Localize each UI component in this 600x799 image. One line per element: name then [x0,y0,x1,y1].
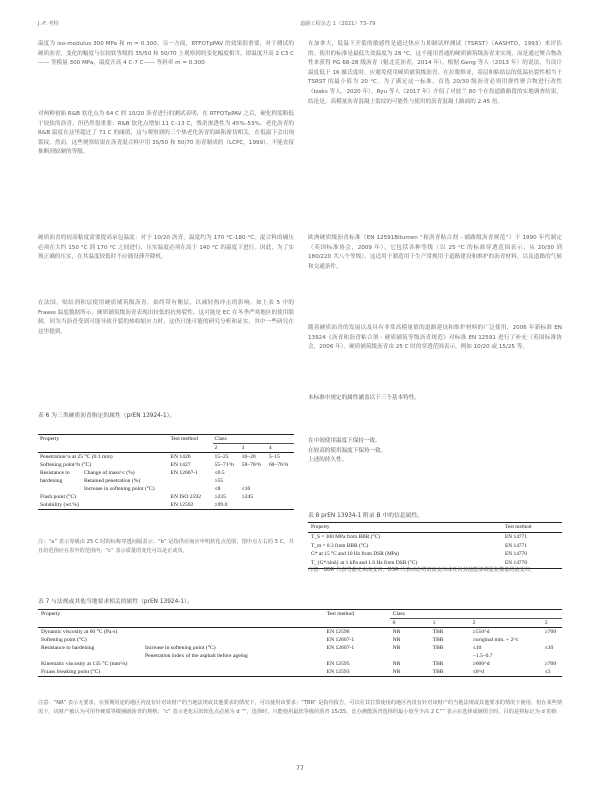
table-row: T_{G*/sinδ} at 1 kPa and 1.6 Hz from DSR (°C) EN 14770 [308,559,562,568]
right-paragraph-4: 本标准中规定的属性涵盖以下三个基本特性。 [308,395,420,401]
table-header: 3 [241,444,245,451]
table-row: Kinematic viscosity at 135 °C (mm²/s) EN 12595 NR TBR ≥600^d ≥700 [41,660,557,667]
table-row: T_S = 300 MPa from BBR (°C) EN 14771 [311,533,528,540]
table-row: Increase in softening point (°C) ≤8 ≤10 [84,485,251,492]
table-row: Softening point (°C) EN 12607-1 NR TBR ≥original min. + 2^c [41,636,519,643]
right-paragraph-1: 在加拿大，低温下开裂的敏感性是通过热应力抑制试样测试（TSRST）（AASHTO，1993）来评估的。使用的标准是最低失效温度为 28 °C。这不能用普通的硬质铺筑级沥青来实现，而是通过聚合物改性来获得 PG 68-28 级沥青（魁北克沥青，2014 年）。根据 Geng 等人（2013 年）的说法，当设计温度低于 16 摄氏度时，应避免使用硬质铺筑级沥青。在拉脱维亚，基层和粘结层的低温抗裂性相当于 TSRST 的最小值为 20 °C。为了满足这一标准，首选 20/30 级沥青必须用弹性聚合物进行改性（Izaks 等人，2020 年）。Ryu 等人（2017 年）介绍了对波兰 80 个在役道路路段的实地调查结果，结论是，高模量沥青混凝土裂纹的可能性与使用的沥青混凝土路面的 2.45 倍。 [308,41,562,105]
table-row: Softening point^b (°C) EN 1427 55–71^b 58–78^b 60–76^b [40,461,289,468]
right-paragraph-3: 随着硬质沥青的发展以及具有非常高模量值的道路建设和维护材料的广泛使用，2006 年新标准 EN 13924《沥青和沥青粘合剂 - 硬质铺筑等级沥青规范》对标准 EN 12591 进行了补充（英国标准协会，2006 年）。硬质铺筑级沥青由 25 C 时的穿透范围表示，例如 10/20 或 15/25 等。 [308,325,562,351]
running-header-left: J.-F. 考特 [38,21,59,27]
table-header: Test method [505,524,532,530]
table-6 [38,434,294,510]
page-number: 77 [296,765,304,772]
left-paragraph-3: 硬质沥青的较高粘度需要提高承包温度：对于 10/20 沥青，温度约为 170 °C-180 °C。混合料的碾压必须在大约 150 °C 到 170 °C 之间进行，压实温度必须在高于 140 °C 的温度下进行。因此，为了实现正确的压实，在其温度较低时不应铺设薄升降机。 [38,235,294,261]
table-8-caption: 表 8 prEN 13934-1 附录 B 中的信息属性。 [308,513,423,519]
table-row: G* at 15 °C and 10 Hz from DSR (MPa) EN 14770 [311,551,528,558]
property-list [308,437,562,466]
table-header: 0 [392,619,396,626]
table-7 [38,609,562,677]
table-header: Test method [170,435,198,442]
table-header: 2 [214,444,218,451]
table-header: Class [390,610,562,619]
table-row: Resistance to Change of mass^c (%) EN 12607-1 ≤0.5 [40,469,225,476]
table-header: 3 [544,619,548,626]
table-row: hardening Retained penetration (%) ≥55 [40,477,224,484]
left-paragraph-4: 在法国，贴结剂和层使用硬质铺筑级沥青，始终带有衡层，以减轻热冲击的影响。如上表 5 中的 Fraass 温度数据所示，硬质铺筑级沥青表现出较低的抗热裂性。这可能是 EC 在冬季严寒地区的使用限制，因为当沥青受到可能导致开裂的热收缩应力时，这仍只能可能的研究分析和证实，其中一些研究在这里提到。 [38,300,294,335]
table-6-caption: 表 6 为三类硬质沥青指定的属性（prEN 13924-1）。 [38,413,176,419]
table-row: Penetration^a at 25 °C (0.1 mm) EN 1426 15–25 10–20 5–15 [40,453,280,460]
table-header: 1 [432,619,436,626]
table-header: Property [41,610,61,617]
right-paragraph-2: 欧洲硬质级沥青标准（EN 12591Bitumen “和沥青粘合剂 - 铺路级沥青规范”）于 1990 年代制定（英国标准协会，2009 年）。它包括各种等级（以 25 °C 的标准穿透范围表示；从 20/30 到 180/220 共八个等级）。这适用于制造用于生产常规用于道路建设和维护的沥青材料，以及道路的气候和交通条件。 [308,235,562,270]
running-header-right: 道路工程杂志 1（2021）73–79 [300,21,376,27]
table-header: 4 [268,444,272,451]
table-8 [308,522,562,569]
table-row: Fraass breaking point (°C) EN 12593 NR TBR ≤0^d ≤3 [38,668,562,677]
left-paragraph-2: 对两种初始 R&B 软化点为 64 C 的 10/20 沥青进行的测试表明，在 RTFOTpPAV 之后，硬化程度略低于较软的沥青，但仍然很重要：R&B 软化点增加 11 C–13 C，残余渗透性为 45%–53%。老化沥青的 R&B 温度在这里超过了 71 C 的阈值，这与观察到的三个热老化沥青的缺陷密切相关，在低温下会出现裂纹。然而，这些观察结果在沥青混合料中用 35/50 和 50/70 沥青制成的（LCPC，1999），不能直接推断到较硬的等级。 [38,111,294,156]
table-header: Class [213,435,294,444]
list-item: 在较高的使用温度下保持一致。 [308,447,387,454]
table-header: Test method [326,610,355,617]
table-row: Resistance to hardening Increase in softening point (°C) EN 12607-1 NR TBR ≤10 ≤10 [41,644,554,651]
left-paragraph-1: 温度为 iso-modulus 300 MPa 和 m = 0.300。另一方面，RTFOTpPAV 的效果很重要，对于测试的硬质沥青，变化的幅度与在较软等级的 35/50 和 50/70 上观察到的变化幅度相当，即温度升高 2 C3 C—— 等模量 300 MPa，温度升高 4 C-7 C—— 等斜率 m = 0.300 [38,41,294,67]
table-row: Penetration index of the asphalt before ageing −1.5–0.7 [145,652,493,659]
table-8-note: 注意：BBR 代表弯曲光束流变仪；DSR 代表动态剪切流变仪或任何其他能够测量复模量的流变仪。 [308,567,536,573]
table-6-note: 注：“a” 表示等级由 25 C 时的标称穿透间隔表示；“b” 是指供应商应申明软化点范围，图中点左右的 5 C，并且给范围应在表中的范围内；“c” 表示质量的变化可以是正或负。 [38,539,294,554]
table-row: Flash point (°C) EN ISO 2592 ≥235 ≥245 [40,493,254,500]
list-item: 上述的持久性。 [308,457,348,464]
table-header: Property [311,524,330,530]
table-header: Property [40,435,60,442]
table-row: Solubility (wt.%) EN 12592 ≥99.0 [38,501,294,510]
table-header: 2 [472,619,476,626]
table-7-note: 注意：“NR” 表示无要求，在预期用途的地区内没有针对该财产的当地法规或其他要求的情况下，可以使用该要求；“TBR” 是指待报告，可以在其打算使用的地区内没有针对该财产的当地法规或其他要求的情况下使用，但在某些情况下，该财产被认为可用作硬质等级铺路沥青的规格；“c” 表示老化后的软化点必须为 d “”，选择时，只能使用最软等级的沥青 15/25。比办测能沥青选择的最小值至少高 2 C”” 表示在选择成铺组合时，目的是将标记为 d 的值 [38,700,563,715]
table-7-caption: 表 7 与法规或其他当地要求相关的属性（prEN 13924-1）。 [38,599,193,605]
table-row: Dynamic viscosity at 60 °C (Pa·s) EN 12596 NR TBR ≥550^d ≥700 [41,628,557,635]
table-row: T_m = 0.3 from BBR (°C) EN 14771 [311,542,528,549]
list-item: 在中间使用温度下保持一致。 [308,438,381,444]
